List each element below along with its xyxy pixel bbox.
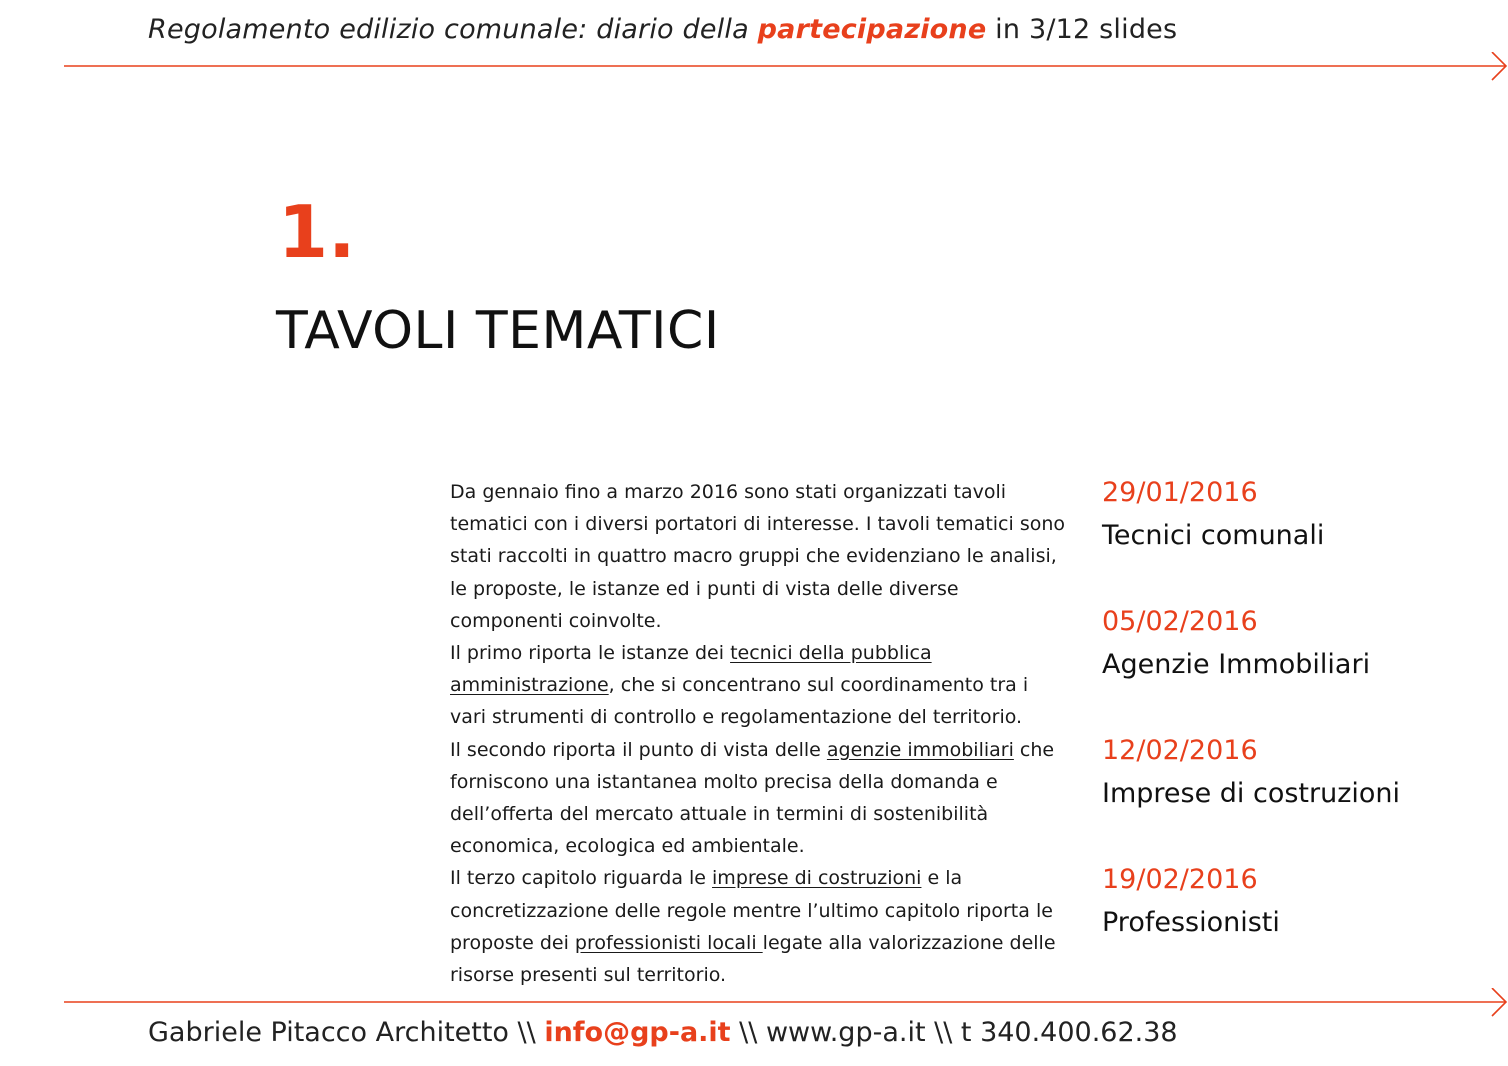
paragraph-first-text: Il primo riporta le istanze dei (450, 642, 731, 665)
timeline-item (1102, 863, 1502, 992)
timeline-label: Professionisti (1102, 907, 1280, 938)
footer-author: Gabriele Pitacco Architetto \\ (148, 1017, 545, 1048)
paragraph-third-text: Il terzo capitolo riguarda le (450, 867, 713, 890)
footer-email-link[interactable]: info@gp-a.it (544, 1017, 731, 1048)
paragraph-first-rest: , che si concentrano sul coordinamento tra i vari strumenti di controllo e regolamentazione del territorio. (450, 674, 1029, 729)
link-professionisti: professionisti locali (574, 931, 763, 954)
timeline (1102, 476, 1502, 992)
timeline-label: Tecnici comunali (1102, 520, 1325, 551)
timeline-date: 12/02/2016 (1102, 735, 1258, 766)
body-text (450, 476, 1070, 991)
footer-contacts: \\ www.gp-a.it \\ t 340.400.62.38 (730, 1017, 1178, 1048)
paragraph-first-group (450, 637, 1070, 734)
section-number: 1. (278, 190, 356, 274)
paragraph-third-rest: legate alla valorizzazione delle risorse presenti sul territorio. (450, 931, 1056, 987)
top-arrow-divider (64, 52, 1508, 82)
paragraph-second-text: Il secondo riporta il punto di vista delle (450, 738, 827, 761)
timeline-item (1102, 605, 1502, 734)
paragraph-third-group (450, 862, 1070, 991)
header-prefix: Regolamento edilizio comunale: diario della (148, 14, 758, 45)
bottom-arrow-divider (64, 988, 1508, 1018)
timeline-item (1102, 476, 1502, 605)
timeline-item (1102, 734, 1502, 863)
paragraph-intro: Da gennaio fino a marzo 2016 sono stati organizzati tavoli tematici con i diversi portatori di interesse. I tavoli tematici sono stati raccolti in quattro macro gruppi che evidenziano le analisi, le proposte, le istanze ed i punti di vista delle diverse componenti coinvolte. (450, 481, 1066, 632)
timeline-date: 05/02/2016 (1102, 606, 1258, 637)
timeline-label: Imprese di costruzioni (1102, 778, 1401, 809)
paragraph-second-group (450, 734, 1070, 863)
timeline-date: 19/02/2016 (1102, 864, 1258, 895)
link-tecnici-pa: tecnici della pubblica amministrazione (450, 642, 932, 697)
page-footer (148, 1017, 1178, 1048)
timeline-date: 29/01/2016 (1102, 477, 1258, 508)
timeline-label: Agenzie Immobiliari (1102, 649, 1371, 680)
paragraph-third-middle: e la concretizzazione delle regole mentre l’ultimo capitolo riporta le proposte dei (450, 867, 1053, 954)
header-accent: partecipazione (757, 14, 987, 45)
header-suffix: in 3/12 slides (986, 14, 1178, 45)
link-agenzie: agenzie immobiliari (826, 738, 1014, 761)
paragraph-second-rest: che forniscono una istantanea molto precisa della domanda e dell’offerta del mercato attuale in termini di sostenibilità economica, ecologica ed ambientale. (450, 738, 1055, 858)
link-imprese: imprese di costruzioni (712, 867, 922, 890)
section-title: TAVOLI TEMATICI (276, 301, 720, 361)
page-header (148, 14, 1177, 45)
